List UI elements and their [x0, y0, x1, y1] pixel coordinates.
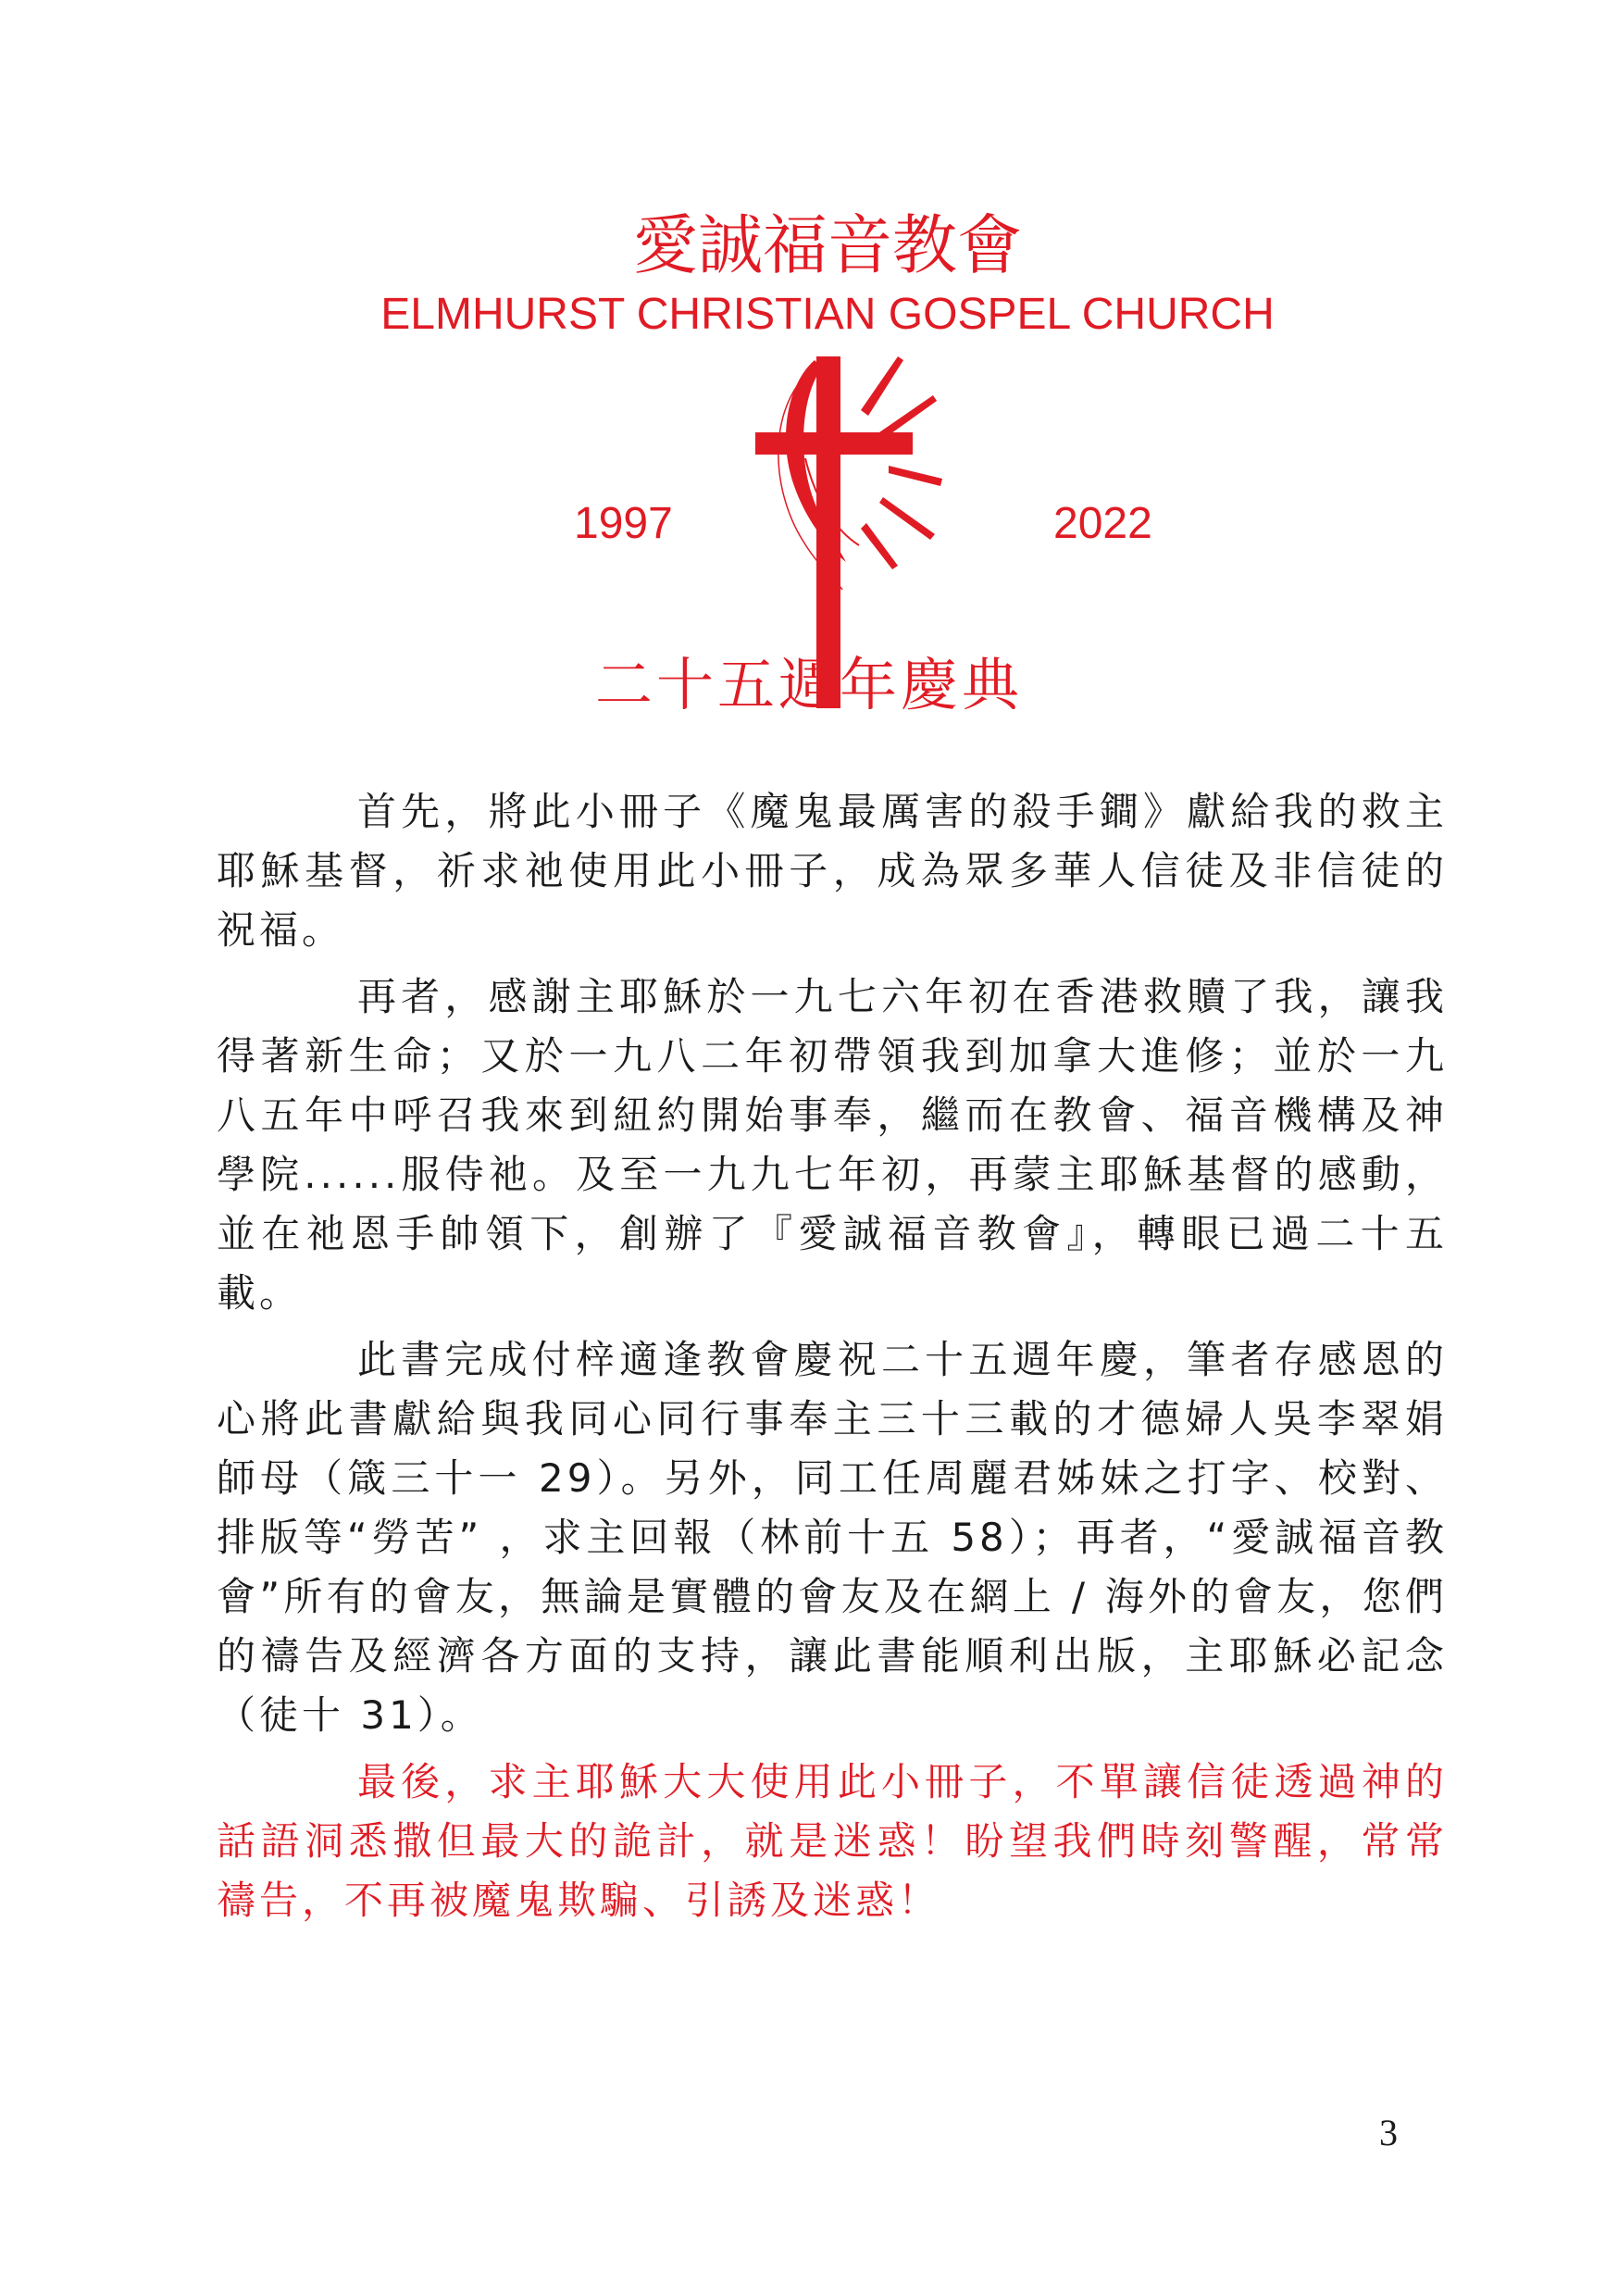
church-name-english: ELMHURST CHRISTIAN GOSPEL CHURCH [380, 290, 1275, 339]
paragraph-acknowledgements: 此書完成付梓適逢教會慶祝二十五週年慶，筆者存感恩的心將此書獻給與我同心同行事奉主三十三載的才德婦人吳李翠娟師母（箴三十一 29）。另外，同工任周麗君姊妹之打字、校對、排版等“勞苦” ，求主回報（林前十五 58）；再者，“愛誠福音教會”所有的會友，無論是實體的會友及在網上 / 海外的會友，您們的禱告及經濟各方面的支持，讓此書能順利出版，主耶穌必記念（徒十 31）。 [217, 1337, 1448, 1738]
year-end: 2022 [1053, 499, 1152, 548]
body-text [217, 782, 1448, 1938]
page-number: 3 [1379, 2112, 1398, 2153]
paragraph-dedication: 首先，將此小冊子《魔鬼最厲害的殺手鐧》獻給我的救主耶穌基督，祈求祂使用此小冊子，成為眾多華人信徒及非信徒的祝福。 [217, 789, 1448, 953]
church-name-chinese: 愛誠福音教會 [633, 207, 1022, 283]
anniversary-title: 二十五週年慶典 [594, 651, 1023, 718]
paragraph-prayer: 最後，求主耶穌大大使用此小冊子，不單讓信徒透過神的話語洞悉撒但最大的詭計，就是迷惑！盼望我們時刻警醒，常常禱告，不再被魔鬼欺騙、引誘及迷惑！ [217, 1759, 1448, 1923]
header [0, 204, 1618, 343]
year-start: 1997 [574, 499, 673, 548]
paragraph-testimony: 再者，感謝主耶穌於一九七六年初在香港救贖了我，讓我得著新生命；又於一九八二年初帶領我到加拿大進修；並於一九八五年中呼召我來到紐約開始事奉，繼而在教會、福音機構及神學院......服侍祂。及至一九九七年初，再蒙主耶穌基督的感動，並在祂恩手帥領下，創辦了『愛誠福音教會』，轉眼已過二十五載。 [217, 974, 1448, 1316]
